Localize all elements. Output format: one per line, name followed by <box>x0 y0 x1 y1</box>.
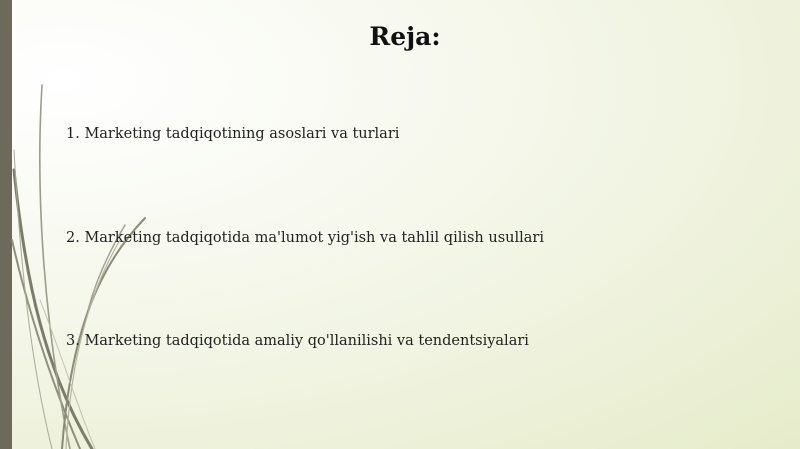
agenda-item-1: 1. Marketing tadqiqotining asoslari va turlari <box>66 126 400 142</box>
agenda-item-2: 2. Marketing tadqiqotida ma'lumot yig'ish va tahlil qilish usullari <box>66 230 544 246</box>
slide-title: Reja: <box>369 22 441 51</box>
agenda-item-3: 3. Marketing tadqiqotida amaliy qo'llanilishi va tendentsiyalari <box>66 333 529 349</box>
